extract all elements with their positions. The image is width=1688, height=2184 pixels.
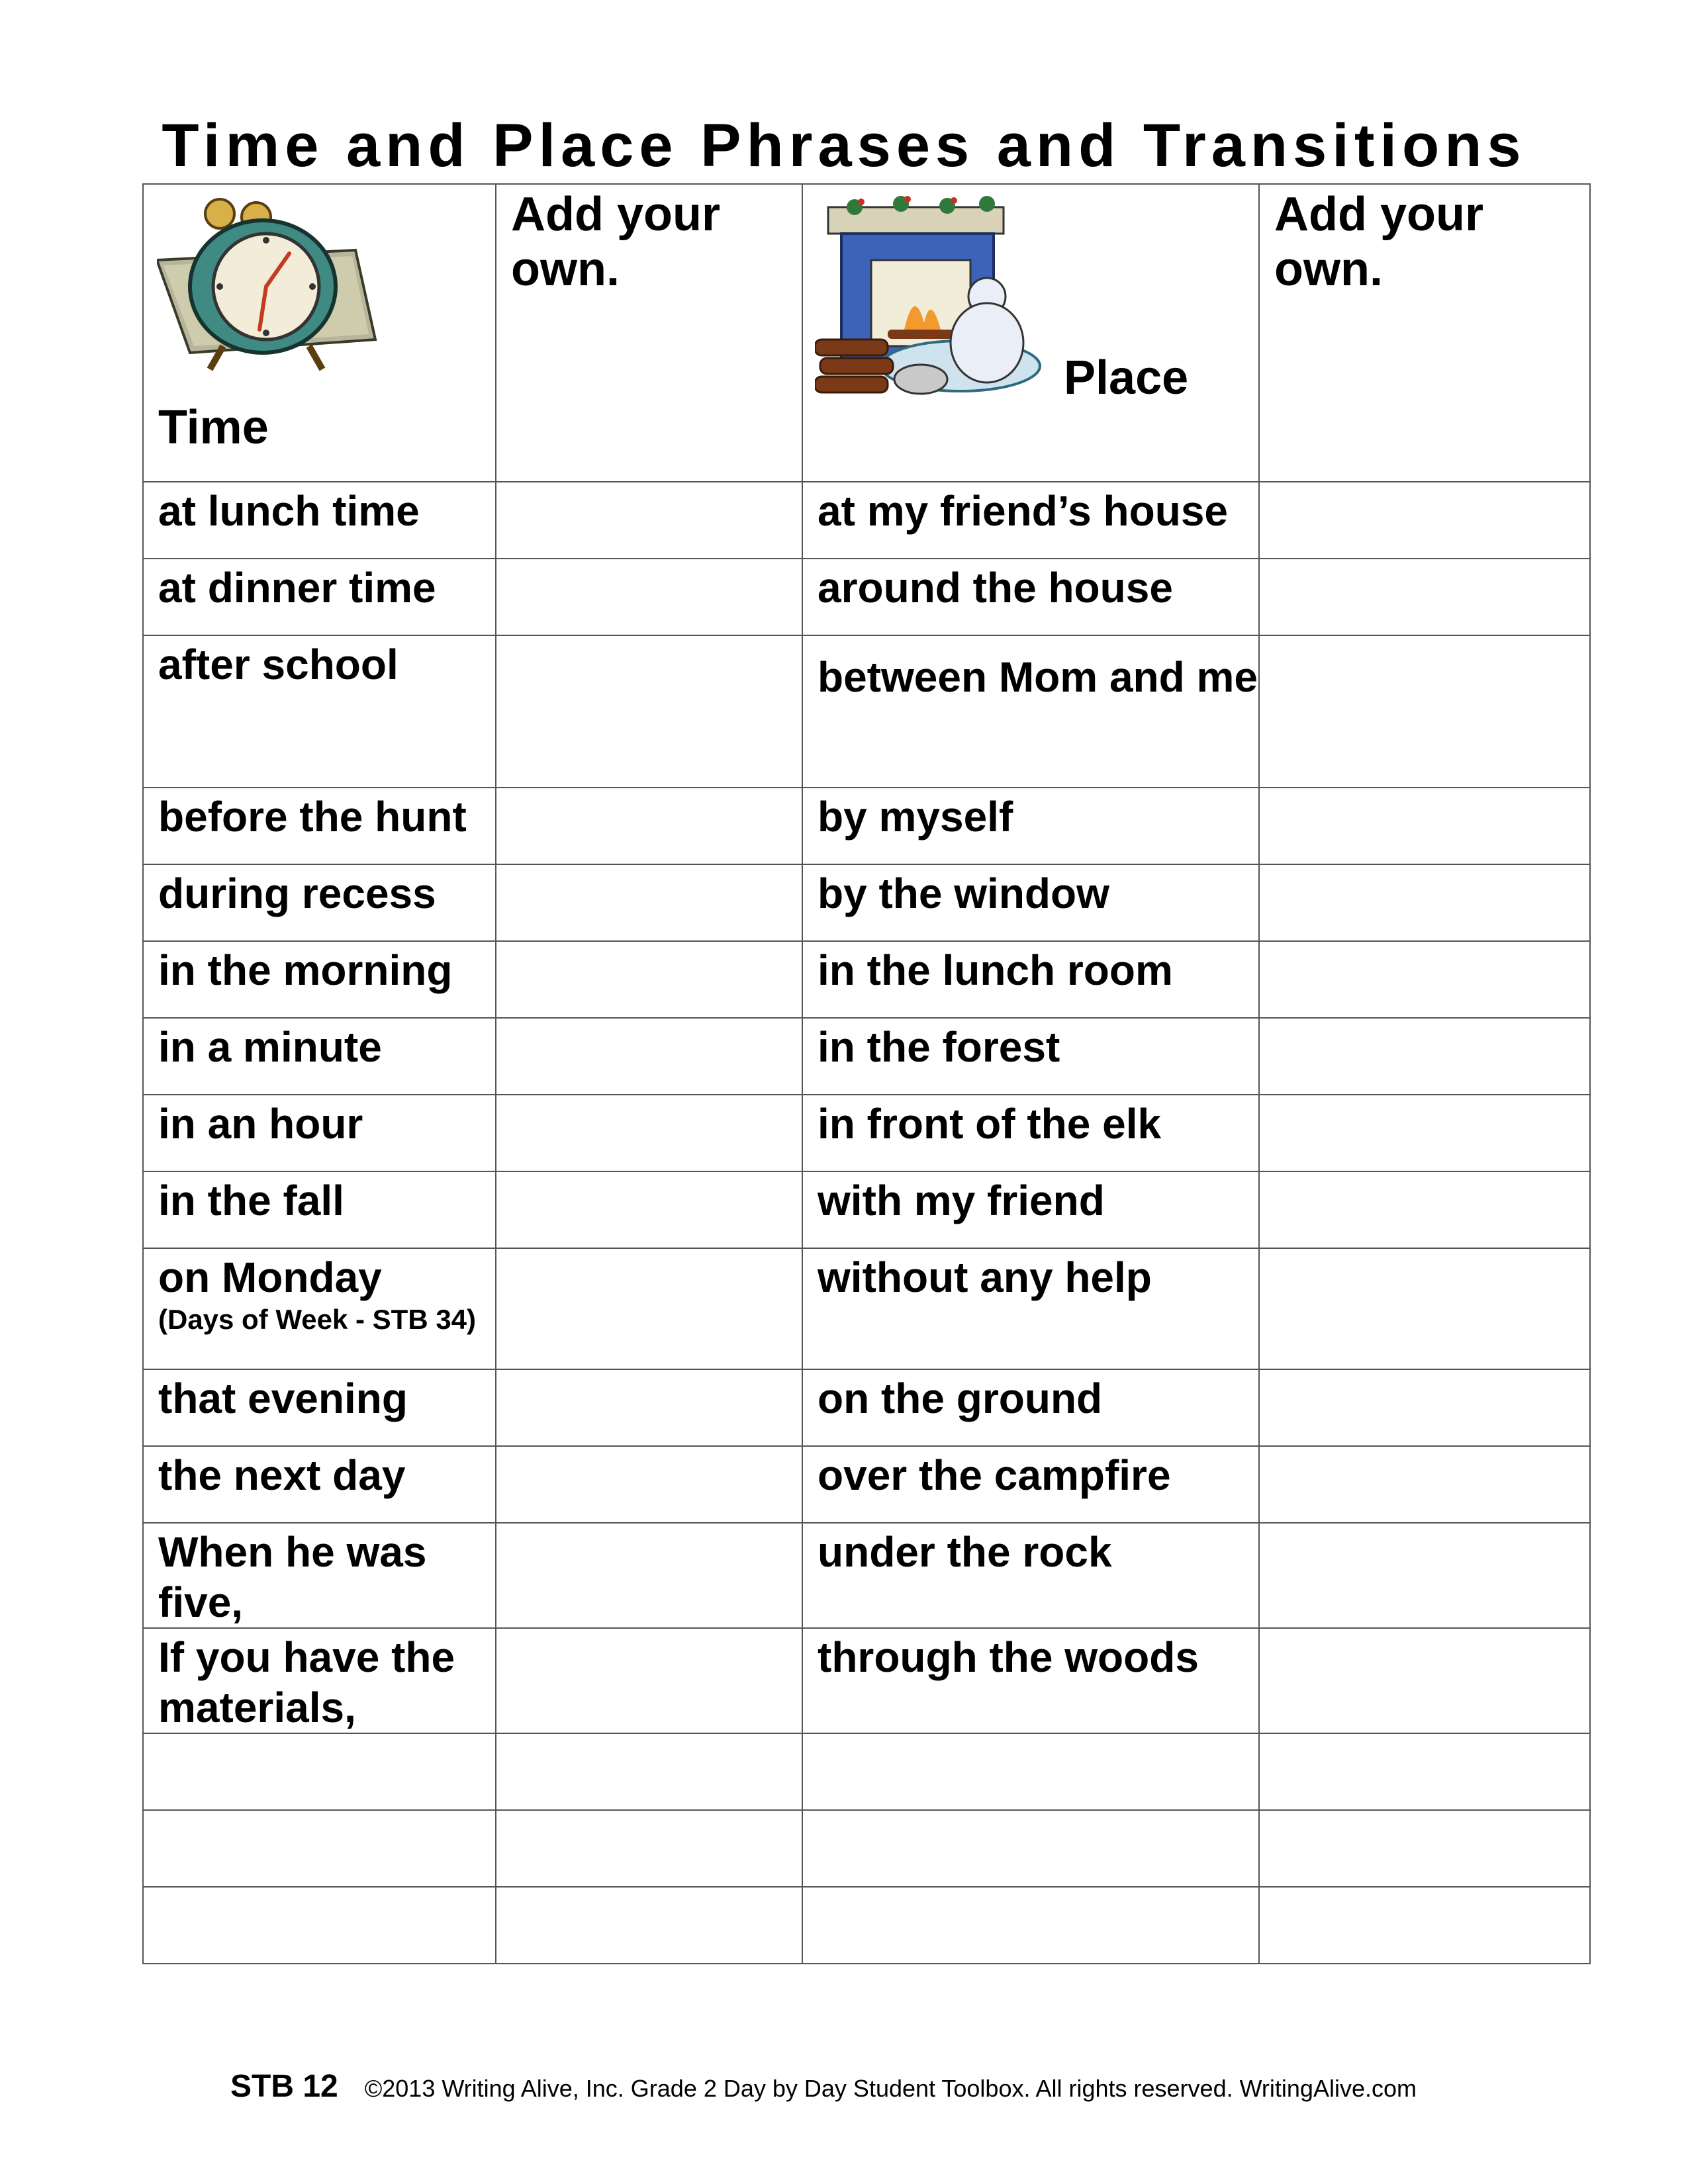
table-row bbox=[143, 1018, 1590, 1095]
time-phrase-cell bbox=[143, 635, 496, 788]
blank-row bbox=[143, 1810, 1590, 1887]
time-phrase-cell bbox=[143, 864, 496, 941]
place-phrase: on the ground bbox=[818, 1375, 1103, 1422]
place-phrase-cell bbox=[802, 941, 1259, 1018]
place-phrase: at my friend’s house bbox=[818, 487, 1228, 535]
time-phrase: When he was five, bbox=[158, 1528, 427, 1626]
place-add-own-cell[interactable] bbox=[1259, 1171, 1590, 1248]
time-phrase-cell bbox=[143, 941, 496, 1018]
time-phrase-cell bbox=[143, 559, 496, 635]
place-phrase-cell bbox=[802, 1523, 1259, 1628]
table-row bbox=[143, 864, 1590, 941]
place-phrase-cell bbox=[802, 1369, 1259, 1446]
footer-page-code: STB 12 bbox=[230, 2069, 338, 2104]
page-footer bbox=[230, 2068, 1417, 2105]
time-add-own-cell[interactable] bbox=[496, 635, 802, 788]
blank-cell[interactable] bbox=[802, 1733, 1259, 1810]
time-phrase: in an hour bbox=[158, 1100, 363, 1148]
place-add-own-cell[interactable] bbox=[1259, 635, 1590, 788]
place-phrase: through the woods bbox=[818, 1633, 1199, 1682]
place-phrase: by myself bbox=[818, 793, 1013, 841]
blank-cell[interactable] bbox=[143, 1887, 496, 1964]
time-phrase-cell bbox=[143, 1171, 496, 1248]
time-add-own-cell[interactable] bbox=[496, 482, 802, 559]
blank-cell[interactable] bbox=[143, 1733, 496, 1810]
blank-cell[interactable] bbox=[496, 1887, 802, 1964]
place-add-own-cell[interactable] bbox=[1259, 559, 1590, 635]
place-phrase: under the rock bbox=[818, 1528, 1112, 1576]
place-phrase: in the lunch room bbox=[818, 946, 1173, 994]
place-add-own-cell[interactable] bbox=[1259, 864, 1590, 941]
time-phrase: the next day bbox=[158, 1451, 406, 1499]
table-row bbox=[143, 559, 1590, 635]
blank-cell[interactable] bbox=[1259, 1887, 1590, 1964]
place-add-own-cell[interactable] bbox=[1259, 1523, 1590, 1628]
place-phrase-cell bbox=[802, 635, 1259, 788]
place-add-own-cell[interactable] bbox=[1259, 482, 1590, 559]
place-add-own-cell[interactable] bbox=[1259, 1095, 1590, 1171]
time-add-own-cell[interactable] bbox=[496, 1018, 802, 1095]
footer-copyright: ©2013 Writing Alive, Inc. Grade 2 Day by Day Student Toolbox. All rights reserved. WritingAlive.com bbox=[364, 2075, 1417, 2102]
place-add-own-cell[interactable] bbox=[1259, 1248, 1590, 1369]
place-header-cell bbox=[802, 184, 1259, 482]
time-phrase-cell bbox=[143, 1095, 496, 1171]
blank-row bbox=[143, 1733, 1590, 1810]
time-add-own-cell[interactable] bbox=[496, 1369, 802, 1446]
table-row bbox=[143, 1171, 1590, 1248]
table-row bbox=[143, 1523, 1590, 1628]
time-phrase: in a minute bbox=[158, 1023, 382, 1071]
place-add-own-cell[interactable] bbox=[1259, 788, 1590, 864]
time-header-cell bbox=[143, 184, 496, 482]
place-add-own-cell[interactable] bbox=[1259, 941, 1590, 1018]
table-row bbox=[143, 941, 1590, 1018]
place-add-own-cell[interactable] bbox=[1259, 1628, 1590, 1733]
fireplace-icon bbox=[815, 187, 1053, 399]
place-column-label: Place bbox=[1064, 351, 1189, 404]
time-add-own-cell[interactable] bbox=[496, 1171, 802, 1248]
time-phrase-cell bbox=[143, 1446, 496, 1523]
time-phrase-cell bbox=[143, 1628, 496, 1733]
time-add-own-cell[interactable] bbox=[496, 788, 802, 864]
blank-cell[interactable] bbox=[496, 1733, 802, 1810]
time-phrase: If you have the materials, bbox=[158, 1633, 455, 1731]
place-phrase: without any help bbox=[818, 1253, 1152, 1301]
time-phrase-cell bbox=[143, 788, 496, 864]
time-add-own-cell[interactable] bbox=[496, 559, 802, 635]
time-phrase: before the hunt bbox=[158, 793, 467, 841]
place-add-own-cell[interactable] bbox=[1259, 1369, 1590, 1446]
time-phrase: after school bbox=[158, 641, 399, 688]
table-row bbox=[143, 482, 1590, 559]
time-phrase: at lunch time bbox=[158, 487, 420, 535]
place-phrase: by the window bbox=[818, 870, 1109, 917]
place-phrase: over the campfire bbox=[818, 1451, 1171, 1499]
place-phrase-cell bbox=[802, 788, 1259, 864]
time-phrase: during recess bbox=[158, 870, 436, 917]
place-phrase-cell bbox=[802, 864, 1259, 941]
place-phrase-cell bbox=[802, 1095, 1259, 1171]
table-row bbox=[143, 1628, 1590, 1733]
table-row bbox=[143, 1095, 1590, 1171]
place-phrase-cell bbox=[802, 1248, 1259, 1369]
time-phrase: in the fall bbox=[158, 1177, 344, 1224]
time-add-own-cell[interactable] bbox=[496, 864, 802, 941]
time-phrase-cell bbox=[143, 1523, 496, 1628]
alarm-clock-icon bbox=[157, 187, 382, 379]
time-column-label: Time bbox=[158, 401, 269, 455]
time-phrase-cell bbox=[143, 482, 496, 559]
time-phrase-cell bbox=[143, 1248, 496, 1369]
page-title: Time and Place Phrases and Transitions bbox=[162, 112, 1526, 179]
table-header-row bbox=[143, 184, 1590, 482]
table-row bbox=[143, 1446, 1590, 1523]
place-phrase-cell bbox=[802, 1446, 1259, 1523]
place-phrase-cell bbox=[802, 1171, 1259, 1248]
time-phrase: at dinner time bbox=[158, 564, 436, 612]
place-phrase: between Mom and me bbox=[818, 653, 1258, 701]
phrases-table bbox=[142, 183, 1591, 1964]
table-row bbox=[143, 1369, 1590, 1446]
blank-cell[interactable] bbox=[1259, 1733, 1590, 1810]
add-your-own-label-2: Add your own. bbox=[1274, 188, 1483, 296]
blank-row bbox=[143, 1887, 1590, 1964]
place-phrase: with my friend bbox=[818, 1177, 1105, 1224]
place-add-own-cell[interactable] bbox=[1259, 1446, 1590, 1523]
time-add-own-cell[interactable] bbox=[496, 1628, 802, 1733]
blank-cell[interactable] bbox=[496, 1810, 802, 1887]
time-phrase-note: (Days of Week - STB 34) bbox=[158, 1303, 477, 1335]
table-row bbox=[143, 1248, 1590, 1369]
place-phrase-cell bbox=[802, 1628, 1259, 1733]
time-phrase-cell bbox=[143, 1369, 496, 1446]
time-add-own-cell[interactable] bbox=[496, 1095, 802, 1171]
time-phrase: on Monday bbox=[158, 1253, 382, 1301]
table-row bbox=[143, 635, 1590, 788]
time-add-own-cell[interactable] bbox=[496, 1248, 802, 1369]
time-phrase: in the morning bbox=[158, 946, 453, 994]
time-add-own-cell[interactable] bbox=[496, 1446, 802, 1523]
blank-cell[interactable] bbox=[1259, 1810, 1590, 1887]
place-phrase-cell bbox=[802, 1018, 1259, 1095]
time-phrase-cell bbox=[143, 1018, 496, 1095]
place-phrase-cell bbox=[802, 559, 1259, 635]
blank-cell[interactable] bbox=[802, 1887, 1259, 1964]
place-add-own-cell[interactable] bbox=[1259, 1018, 1590, 1095]
blank-cell[interactable] bbox=[143, 1810, 496, 1887]
place-phrase: in front of the elk bbox=[818, 1100, 1162, 1148]
blank-cell[interactable] bbox=[802, 1810, 1259, 1887]
place-phrase: around the house bbox=[818, 564, 1173, 612]
time-add-own-cell[interactable] bbox=[496, 1523, 802, 1628]
add-your-own-label-1: Add your own. bbox=[511, 188, 720, 296]
time-phrase: that evening bbox=[158, 1375, 408, 1422]
time-add-own-cell[interactable] bbox=[496, 941, 802, 1018]
place-phrase: in the forest bbox=[818, 1023, 1060, 1071]
add-your-own-header-2 bbox=[1259, 184, 1590, 482]
table-row bbox=[143, 788, 1590, 864]
place-phrase-cell bbox=[802, 482, 1259, 559]
add-your-own-header-1 bbox=[496, 184, 802, 482]
